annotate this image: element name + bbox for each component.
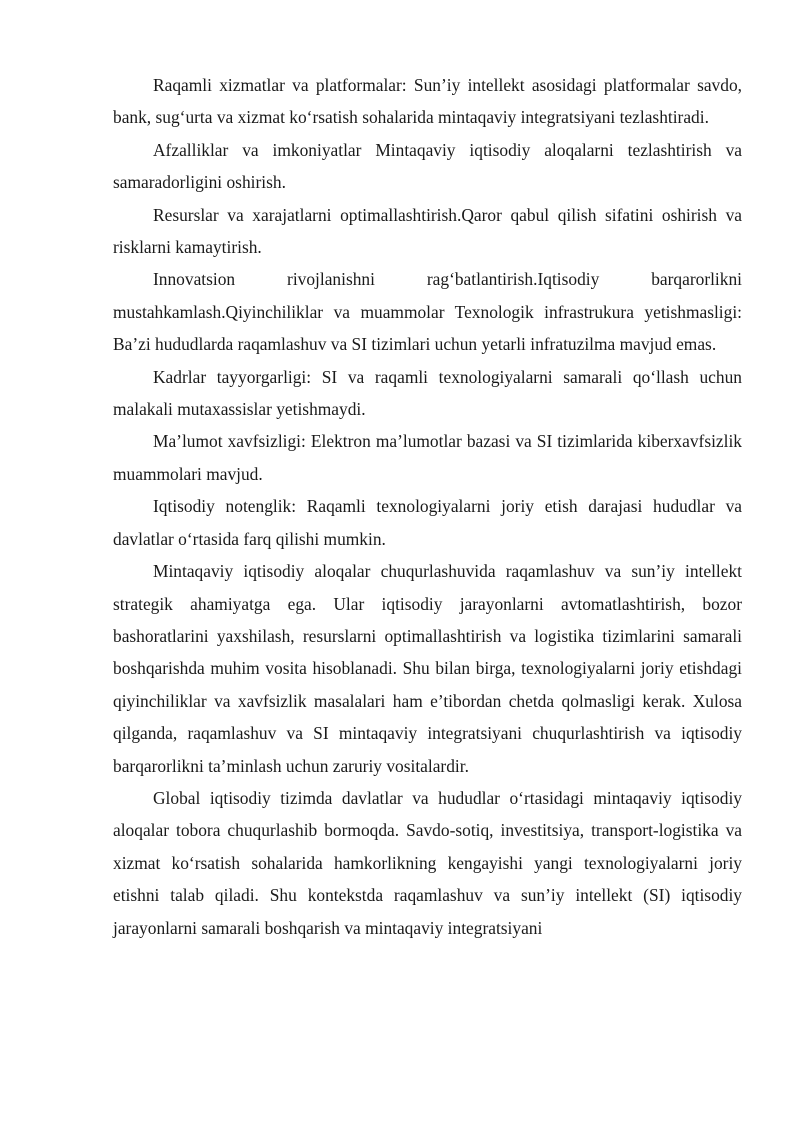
paragraph-regional-deepening: Mintaqaviy iqtisodiy aloqalar chuqurlashuvida raqamlashuv va sun’iy intellekt strategik ahamiyatga ega. Ular iqtisodiy jarayonlarni avtomatlashtirish, bozor bashoratlarini yaxshilash, resurslarni optimallashtirish va logistika tizimlarini samarali boshqarishda muhim vosita hisoblanadi. Shu bilan birga, texnologiyalarni joriy etishdagi qiyinchiliklar va xavfsizlik masalalari ham e’tibordan chetda qolmasligi kerak. Xulosa qilganda, raqamlashuv va SI mintaqaviy integratsiyani chuqurlashtirish va iqtisodiy barqarorlikni ta’minlash uchun zaruriy vositalardir. <box>113 561 742 776</box>
document-page <box>113 69 742 944</box>
paragraph-resources: Resurslar va xarajatlarni optimallashtirish.Qaror qabul qilish sifatini oshirish va risklarni kamaytirish. <box>113 204 742 258</box>
paragraph-advantages: Afzalliklar va imkoniyatlar Mintaqaviy iqtisodiy aloqalarni tezlashtirish va samaradorligini oshirish. <box>113 139 742 193</box>
paragraph-personnel: Kadrlar tayyorgarligi: SI va raqamli texnologiyalarni samarali qo‘llash uchun malakali mutaxassislar yetishmaydi. <box>113 366 742 420</box>
paragraph-data-security: Ma’lumot xavfsizligi: Elektron ma’lumotlar bazasi va SI tizimlarida kiberxavfsizlik muammolari mavjud. <box>113 431 742 484</box>
paragraph-digital-services: Raqamli xizmatlar va platformalar: Sun’iy intellekt asosidagi platformalar savdo, bank, sug‘urta va xizmat ko‘rsatish sohalarida mintaqaviy integratsiyani tezlashtiradi. <box>113 75 742 128</box>
paragraph-global-system: Global iqtisodiy tizimda davlatlar va hududlar o‘rtasidagi mintaqaviy iqtisodiy aloqalar tobora chuqurlashib bormoqda. Savdo-sotiq, investitsiya, transport-logistika va xizmat ko‘rsatish sohalarida hamkorlikning kengayishi yangi texnologiyalarni joriy etishni talab qiladi. Shu kontekstda raqamlashuv va sun’iy intellekt (SI) iqtisodiy jarayonlarni samarali boshqarish va mintaqaviy integratsiyani <box>113 787 742 938</box>
paragraph-innovation: Innovatsion rivojlanishni rag‘batlantirish.Iqtisodiy barqarorlikni mustahkamlash.Qiyinchiliklar va muammolar Texnologik infrastrukura yetishmasligi: Ba’zi hududlarda raqamlashuv va SI tizimlari uchun yetarli infratuzilma mavjud emas. <box>113 269 742 355</box>
paragraph-economic-inequality: Iqtisodiy notenglik: Raqamli texnologiyalarni joriy etish darajasi hududlar va davlatlar o‘rtasida farq qilishi mumkin. <box>113 496 742 549</box>
